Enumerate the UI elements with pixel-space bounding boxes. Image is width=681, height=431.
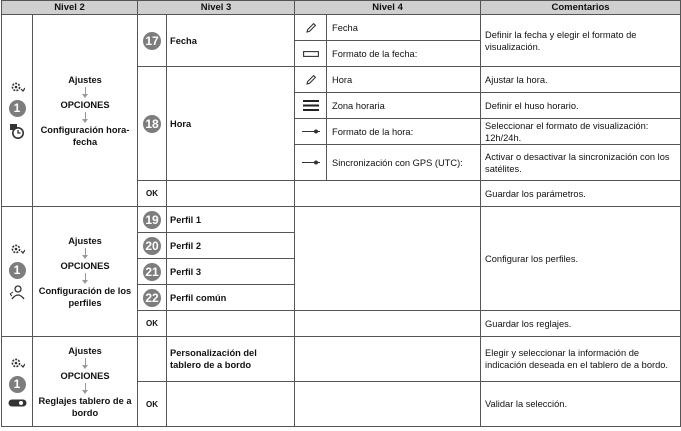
dashboard-icon <box>8 399 27 407</box>
comment-elegir-informacion: Elegir y seleccionar la información de indicación deseada en el tablero de a bordo. <box>481 337 681 382</box>
path-ajustes: Ajustes <box>68 345 102 356</box>
comment-guardar-reglajes: Guardar los reglajes. <box>481 311 681 337</box>
comment-guardar-parametros: Guardar los parámetros. <box>481 181 681 207</box>
dashboard-path <box>33 337 138 427</box>
header-comentarios: Comentarios <box>481 1 681 15</box>
path-configuracion-perfiles: Configuración de los perfiles <box>38 285 132 308</box>
settings-table <box>1 0 681 427</box>
datetime-path <box>33 15 138 207</box>
path-opciones: OPCIONES <box>60 370 110 381</box>
ok-button[interactable]: OK <box>146 319 159 328</box>
selector-box-icon <box>295 51 326 57</box>
step-number-badge: 1 <box>9 376 26 393</box>
option-formato-hora[interactable]: Formato de la hora: <box>327 119 481 145</box>
number-badge-17: 17 <box>143 32 161 50</box>
clock-icon <box>9 123 25 140</box>
path-ajustes: Ajustes <box>68 74 102 85</box>
step-number-badge: 1 <box>9 262 26 279</box>
number-badge-22: 22 <box>143 289 161 307</box>
comment-sincronizacion-gps: Activar o desactivar la sincronización con los satélites. <box>481 145 681 181</box>
step-number-badge: 1 <box>9 100 26 117</box>
menu-perfil-3[interactable]: Perfil 3 <box>167 259 295 285</box>
settings-gear-icon <box>10 81 25 94</box>
header-nivel4: Nivel 4 <box>295 1 481 15</box>
comment-configurar-perfiles: Configurar los perfiles. <box>481 207 681 311</box>
user-profile-icon <box>9 285 26 300</box>
comment-hora: Ajustar la hora. <box>481 67 681 93</box>
comment-zona-horaria: Definir el huso horario. <box>481 93 681 119</box>
header-row <box>2 1 681 15</box>
profiles-icons <box>2 207 33 337</box>
menu-perfil-2[interactable]: Perfil 2 <box>167 233 295 259</box>
settings-gear-icon <box>10 357 25 370</box>
comment-validar-seleccion: Validar la selección. <box>481 382 681 427</box>
path-ajustes: Ajustes <box>68 235 102 246</box>
number-badge-20: 20 <box>143 237 161 255</box>
path-configuracion-hora-fecha: Configuración hora-fecha <box>40 124 130 147</box>
menu-fecha[interactable]: Fecha <box>167 15 295 67</box>
menu-personalizacion-tablero[interactable]: Personalización del tablero de a bordo <box>167 337 295 382</box>
number-badge-18: 18 <box>143 115 161 133</box>
option-sincronizacion-gps[interactable]: Sincronización con GPS (UTC): <box>327 145 481 181</box>
path-opciones: OPCIONES <box>60 99 110 110</box>
menu-hora[interactable]: Hora <box>167 67 295 181</box>
header-nivel2: Nivel 2 <box>2 1 138 15</box>
path-reglajes-tablero: Reglajes tablero de a bordo <box>38 395 132 418</box>
dashboard-icons <box>2 337 33 427</box>
profiles-path <box>33 207 138 337</box>
path-opciones: OPCIONES <box>60 260 110 271</box>
slider-icon <box>295 160 326 165</box>
slider-icon <box>295 129 326 134</box>
ok-button[interactable]: OK <box>146 399 159 409</box>
ok-button[interactable]: OK <box>146 189 159 198</box>
option-fecha[interactable]: Fecha <box>327 15 481 41</box>
pencil-icon <box>295 22 326 34</box>
pencil-icon <box>295 74 326 86</box>
menu-perfil-1[interactable]: Perfil 1 <box>167 207 295 233</box>
menu-perfil-comun[interactable]: Perfil común <box>167 285 295 311</box>
number-badge-19: 19 <box>143 211 161 229</box>
header-nivel3: Nivel 3 <box>138 1 295 15</box>
option-formato-fecha[interactable]: Formato de la fecha: <box>327 41 481 67</box>
number-badge-21: 21 <box>143 263 161 281</box>
option-hora[interactable]: Hora <box>327 67 481 93</box>
option-zona-horaria[interactable]: Zona horaria <box>327 93 481 119</box>
comment-fecha: Definir la fecha y elegir el formato de visualización. <box>481 15 681 67</box>
settings-gear-icon <box>10 243 25 256</box>
datetime-icons <box>2 15 33 207</box>
comment-formato-hora: Seleccionar el formato de visualización: 12h/24h. <box>481 119 681 145</box>
list-icon <box>295 100 326 111</box>
